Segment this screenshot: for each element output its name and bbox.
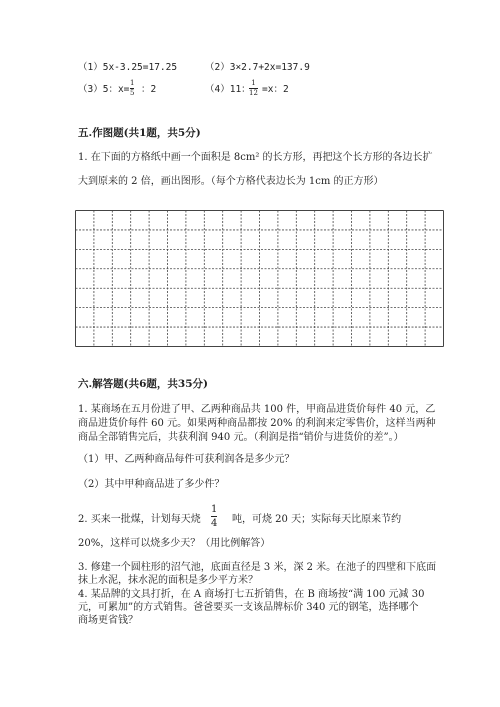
section-6-question-4-line-2: 元，可累加”的方式销售。爸爸要买一支该品牌标价 340 元的钢笔，选择哪个 xyxy=(78,602,419,613)
equation-3-suffix: ：2 xyxy=(141,84,157,95)
section-5-question-1-line-2: 大到原来的 2 倍，画出图形。（每个方格代表边长为 1cm 的正方形） xyxy=(78,176,384,187)
section-6-question-4-line-3: 商场更省钱？ xyxy=(78,615,138,626)
section-6-question-3-line-1: 3. 修建一个圆柱形的沼气池，底面直径是 3 米，深 2 米。在池子的四壁和下底面 xyxy=(78,562,437,573)
equation-4-prefix: （4）11： xyxy=(205,84,251,95)
grid-svg xyxy=(75,210,444,347)
section-5-heading: 五.作图题(共1题，共5分) xyxy=(78,127,201,139)
section-6-question-2-part-1: 2. 买来一批煤，计划每天烧 xyxy=(78,514,201,525)
equation-3-prefix: （3）5：x= xyxy=(78,84,130,95)
fraction-numerator: 1 xyxy=(251,79,256,87)
section-6-question-1-sub-2: （2）其中甲种商品进了多少件？ xyxy=(78,479,225,490)
section-5-question-1-line-1: 1. 在下面的方格纸中画一个面积是 8cm² 的长方形，再把这个长方形的各边长扩 xyxy=(78,152,433,163)
section-6-heading: 六.解答题(共6题，共35分) xyxy=(78,378,209,390)
question-2-fraction xyxy=(211,504,217,529)
section-6-question-1-line-3: 商品全部销售完后，共获利润 940 元。（利润是指“销价与进货价的差”。） xyxy=(78,432,404,443)
fraction-numerator: 1 xyxy=(211,504,218,515)
equation-4-fraction xyxy=(249,80,258,97)
section-6-question-1-sub-1: （1）甲、乙两种商品每件可获利润各是多少元？ xyxy=(78,454,295,465)
equation-1: （1）5x-3.25=17.25 xyxy=(78,62,178,73)
fraction-denominator: 4 xyxy=(211,518,218,529)
section-6-question-2-line-2: 20%，这样可以烧多少天？（用比例解答） xyxy=(78,538,271,549)
equation-3-fraction xyxy=(130,80,134,97)
section-6-question-1-line-1: 1. 某商场在五月份进了甲、乙两种商品共 100 件，甲商品进货价每件 40 元，乙 xyxy=(78,404,436,415)
section-6-question-3-line-2: 抹上水泥，抹水泥的面积是多少平方米？ xyxy=(78,575,258,586)
fraction-numerator: 1 xyxy=(130,79,135,87)
grid-paper xyxy=(75,210,444,347)
section-6-question-2-part-2: 吨，可烧 20 天；实际每天比原来节约 xyxy=(232,514,402,525)
equation-2: （2）3×2.7+2x=137.9 xyxy=(205,62,310,73)
equation-4-suffix: =x：2 xyxy=(262,84,289,95)
section-6-question-4-line-1: 4. 某品牌的文具打折，在 A 商场打七五折销售，在 B 商场按“满 100 元减 30 xyxy=(78,589,425,600)
fraction-denominator: 5 xyxy=(130,89,135,97)
section-6-question-1-line-2: 商品进货价每件 60 元。如果两种商品都按 20% 的利润来定零售价，这样当两种 xyxy=(78,418,436,429)
fraction-denominator: 12 xyxy=(249,89,258,97)
